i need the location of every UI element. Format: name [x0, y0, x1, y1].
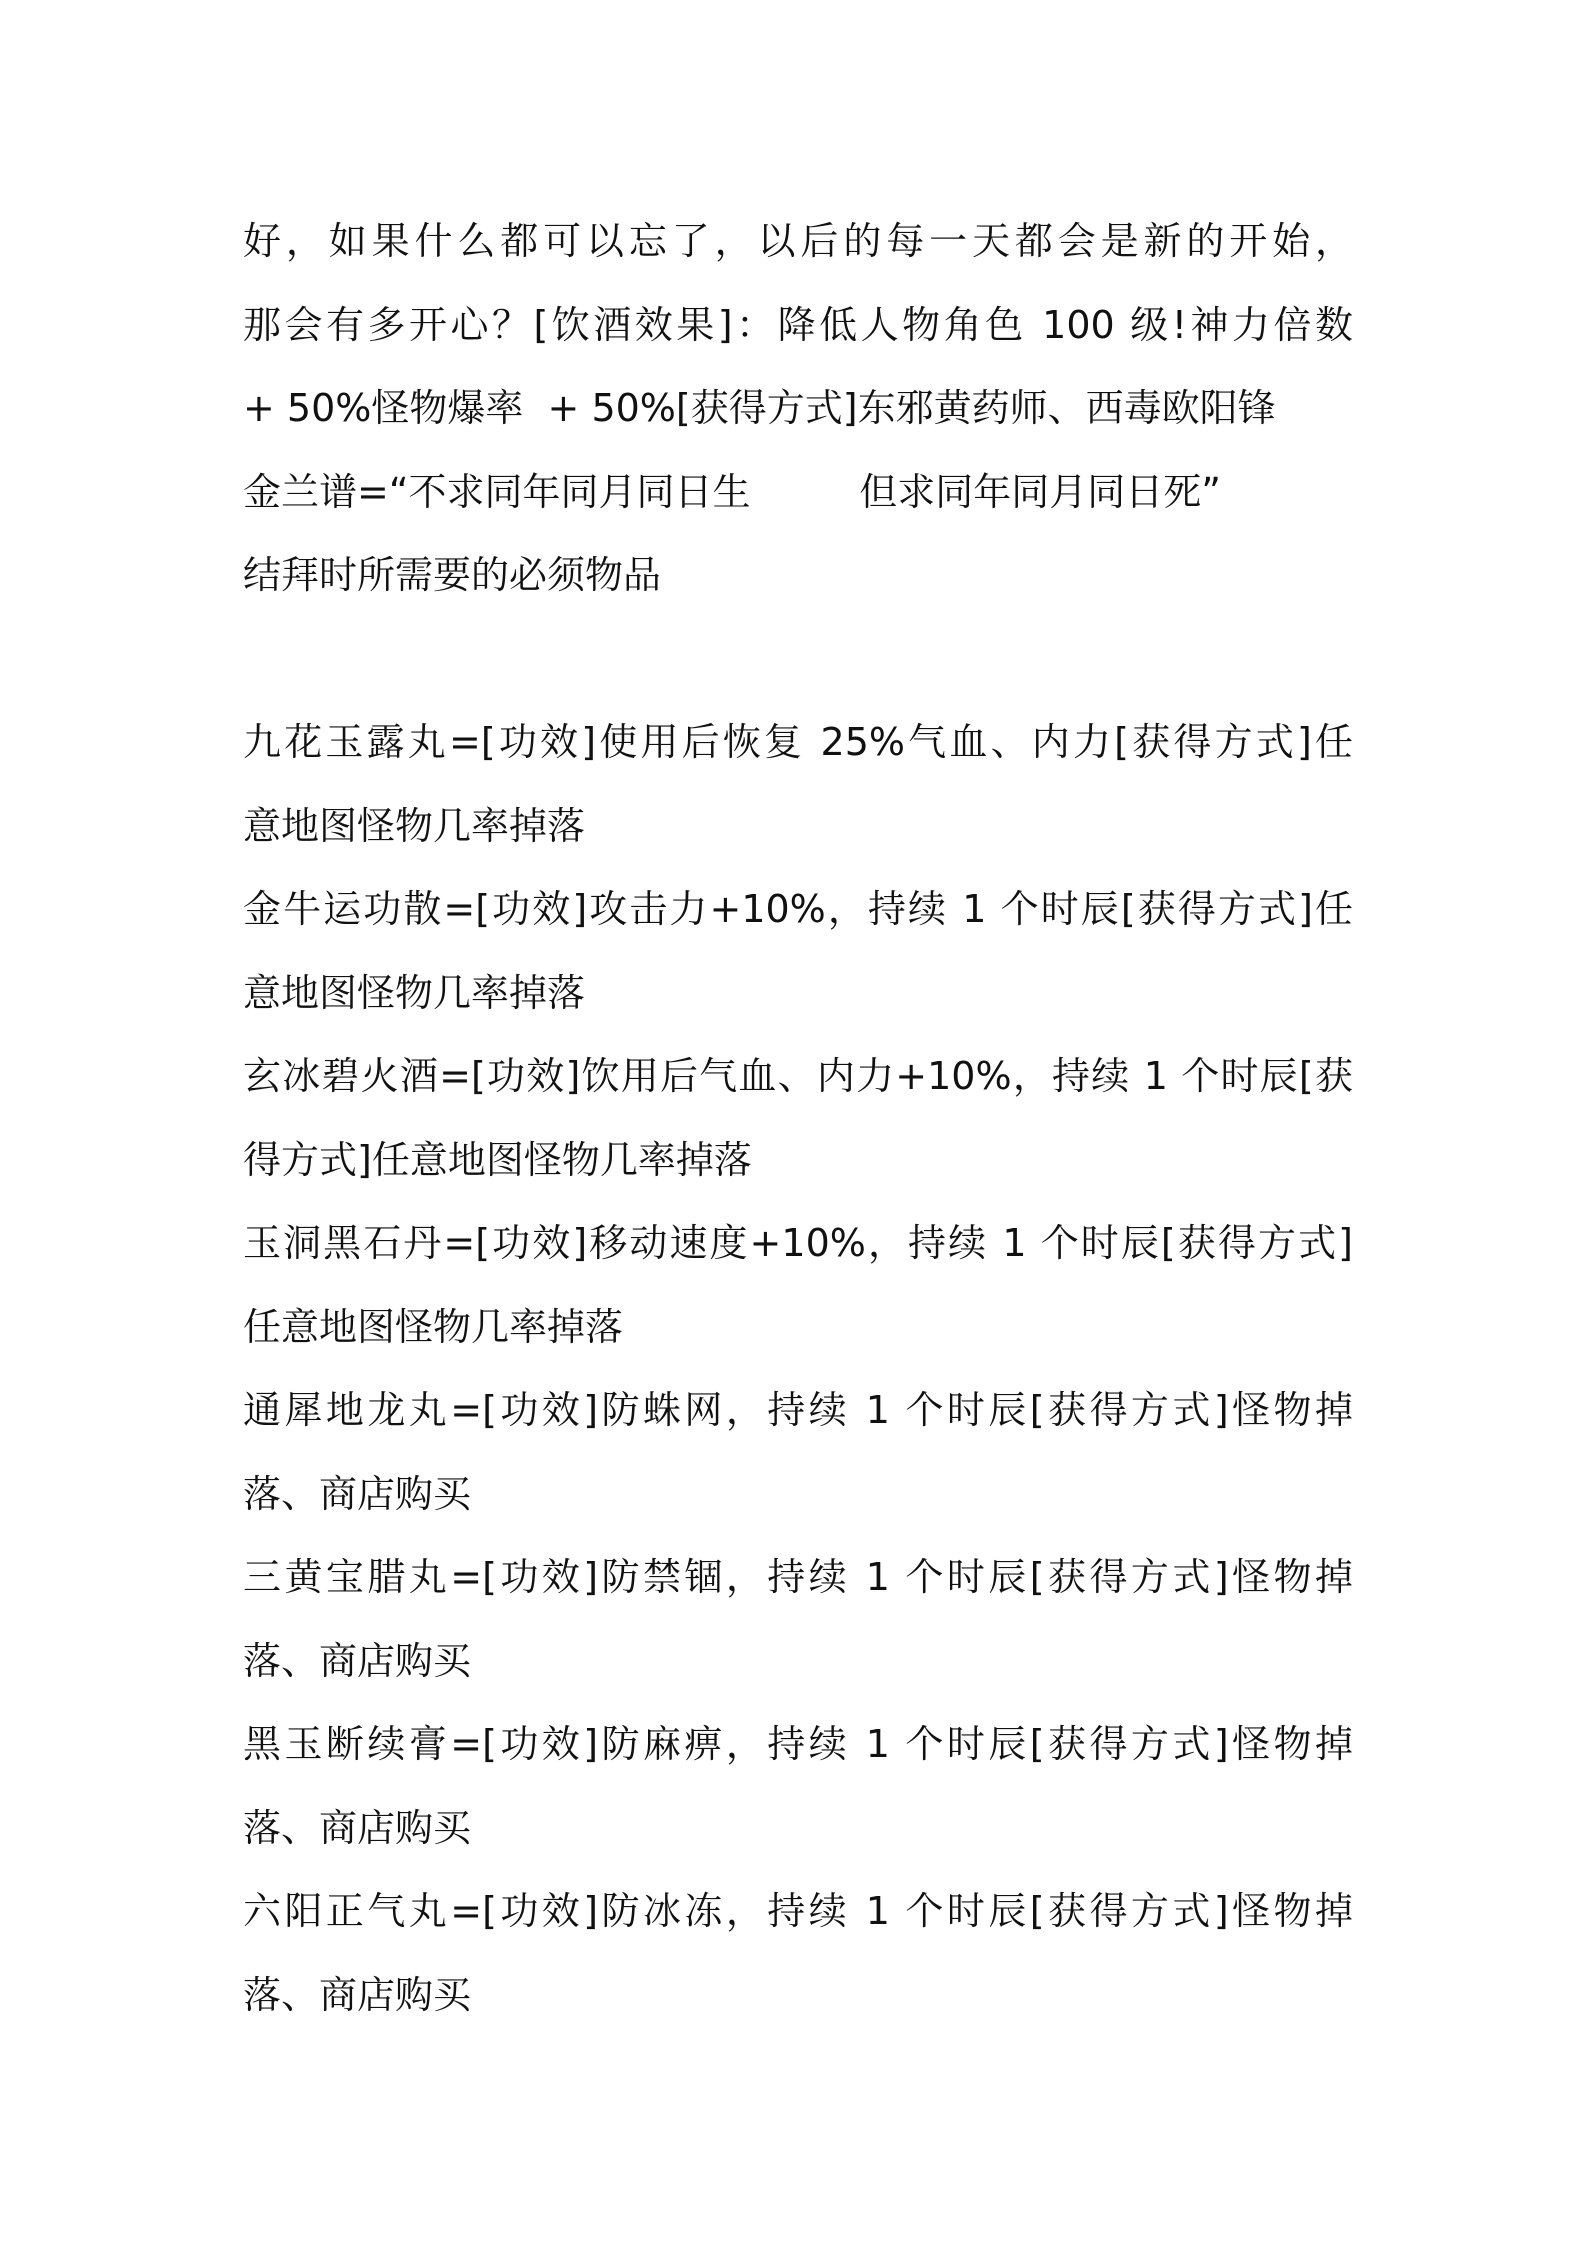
text-line: 落、商店购买 — [243, 1805, 472, 1850]
document-body — [243, 200, 1353, 2037]
text-line: 落、商店购买 — [243, 1972, 472, 2017]
text-line: 好，如果什么都可以忘了，以后的每一天都会是新的开始， — [243, 219, 1353, 263]
text-line: 通犀地龙丸=[功效]防蛛网，持续 1 个时辰[获得方式]怪物掉 — [243, 1388, 1353, 1432]
text-line: 任意地图怪物几率掉落 — [243, 1304, 624, 1349]
text-line: 金牛运功散=[功效]攻击力+10%，持续 1 个时辰[获得方式]任 — [243, 887, 1353, 931]
text-line: 玉洞黑石丹=[功效]移动速度+10%，持续 1 个时辰[获得方式] — [243, 1221, 1353, 1265]
text-line: 结拜时所需要的必须物品 — [243, 553, 662, 597]
text-line: 三黄宝腊丸=[功效]防禁锢，持续 1 个时辰[获得方式]怪物掉 — [243, 1555, 1353, 1599]
text-line: 金兰谱=“不求同年同月同日生 但求同年同月同日死” — [243, 469, 1221, 514]
text-line: 得方式]任意地图怪物几率掉落 — [243, 1137, 752, 1182]
text-line: 玄冰碧火酒=[功效]饮用后气血、内力+10%，持续 1 个时辰[获 — [243, 1054, 1353, 1098]
blank-line — [243, 618, 1353, 702]
text-line: + 50%怪物爆率 + 50%[获得方式]东邪黄药师、西毒欧阳锋 — [243, 386, 1276, 430]
text-line: 九花玉露丸=[功效]使用后恢复 25%气血、内力[获得方式]任 — [243, 720, 1353, 764]
text-line: 六阳正气丸=[功效]防冰冻，持续 1 个时辰[获得方式]怪物掉 — [243, 1889, 1353, 1933]
text-line: 黑玉断续膏=[功效]防麻痹，持续 1 个时辰[获得方式]怪物掉 — [243, 1722, 1353, 1766]
text-line: 落、商店购买 — [243, 1471, 472, 1516]
text-line: 落、商店购买 — [243, 1638, 472, 1683]
text-line: 那会有多开心？[饮酒效果]：降低人物角色 100 级!神力倍数 — [243, 302, 1353, 347]
text-line: 意地图怪物几率掉落 — [243, 803, 586, 848]
text-line: 意地图怪物几率掉落 — [243, 970, 586, 1015]
